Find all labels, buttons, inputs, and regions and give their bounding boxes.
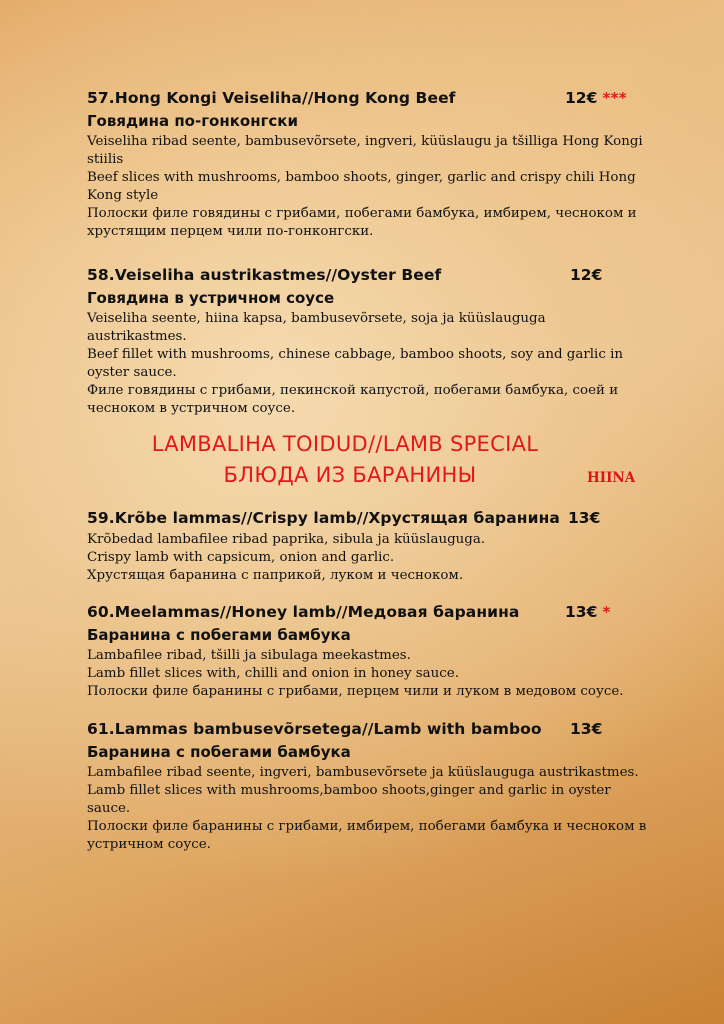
description-en: Beef slices with mushrooms, bamboo shoots, ginger, garlic and crispy chili Hong Kong style — [87, 170, 636, 203]
menu-item-header — [87, 266, 647, 288]
description-et: Lambafilee ribad, tšilli ja sibulaga meekastmes. — [87, 648, 411, 663]
dish-title: 59.Krõbe lammas//Crispy lamb//Хрустящая баранина — [87, 509, 560, 527]
dish-title: 60.Meelammas//Honey lamb//Медовая баранина — [87, 603, 520, 621]
dish-title: 57.Hong Kongi Veiseliha//Hong Kong Beef — [87, 89, 456, 107]
section-heading-ru: БЛЮДА ИЗ БАРАНИНЫ — [223, 463, 477, 487]
description-ru: Филе говядины с грибами, пекинской капустой, побегами бамбука, соей и чесноком в устричном соусе. — [87, 383, 619, 416]
description-ru: Полоски филе баранины с грибами, перцем чили и луком в медовом соусе. — [87, 684, 624, 699]
menu-item-61 — [87, 720, 647, 854]
dish-title-ru: Говядина в устричном соусе — [87, 289, 335, 307]
price-value: 13€ — [570, 720, 603, 738]
description-en: Lamb fillet slices with, chilli and onion in honey sauce. — [87, 666, 459, 681]
dish-price — [568, 509, 600, 527]
price-value: 13€ — [568, 509, 601, 527]
menu-item-header — [87, 509, 647, 531]
dish-title-ru: Баранина с побегами бамбука — [87, 626, 351, 644]
dish-price — [565, 603, 610, 621]
description-en: Lamb fillet slices with mushrooms,bamboo shoots,ginger and garlic in oyster sauce. — [87, 783, 611, 816]
menu-item-header — [87, 603, 647, 625]
menu-item-60 — [87, 603, 647, 701]
dish-title: 61.Lammas bambusevõrsetega//Lamb with bamboo — [87, 720, 542, 738]
description-en: Crispy lamb with capsicum, onion and garlic. — [87, 550, 395, 565]
description-ru: Полоски филе говядины с грибами, побегами бамбука, имбирем, чесноком и хрустящим перцем чили по-гонконгски. — [87, 206, 637, 239]
description-et: Lambafilee ribad seente, ingveri, bambusevõrsete ja küüslauguga austrikastmes. — [87, 765, 639, 780]
spicy-stars: * — [602, 603, 611, 621]
price-value: 12€ — [570, 266, 603, 284]
menu-item-57 — [87, 89, 647, 241]
description-en: Beef fillet with mushrooms, chinese cabbage, bamboo shoots, soy and garlic in oyster sauce. — [87, 347, 623, 380]
menu-item-header — [87, 89, 647, 111]
dish-title: 58.Veiseliha austrikastmes//Oyster Beef — [87, 266, 442, 284]
description-et: Krõbedad lambafilee ribad paprika, sibula ja küüslauguga. — [87, 532, 486, 547]
cuisine-tag: HIINA — [587, 470, 636, 486]
menu-item-59 — [87, 509, 647, 585]
description-ru: Полоски филе баранины с грибами, имбирем, побегами бамбука и чесноком в устричном соусе. — [87, 819, 647, 852]
description-et: Veiseliha seente, hiina kapsa, bambusevõrsete, soja ja küüslauguga austrikastmes. — [87, 311, 546, 344]
dish-price — [570, 720, 602, 738]
menu-item-58 — [87, 266, 647, 418]
dish-title-ru: Говядина по-гонконгски — [87, 112, 298, 130]
menu-item-header — [87, 720, 647, 742]
dish-price — [565, 89, 627, 107]
description-et: Veiseliha ribad seente, bambusevõrsete, ingveri, küüslaugu ja tšilliga Hong Kongi stiilis — [87, 134, 643, 167]
spicy-stars: *** — [602, 89, 627, 107]
section-heading: LAMBALIHA TOIDUD//LAMB SPECIAL — [151, 432, 539, 456]
dish-title-ru: Баранина с побегами бамбука — [87, 743, 351, 761]
price-value: 13€ — [565, 603, 598, 621]
price-value: 12€ — [565, 89, 598, 107]
dish-price — [570, 266, 602, 284]
description-ru: Хрустящая баранина с паприкой, луком и чесноком. — [87, 568, 464, 583]
